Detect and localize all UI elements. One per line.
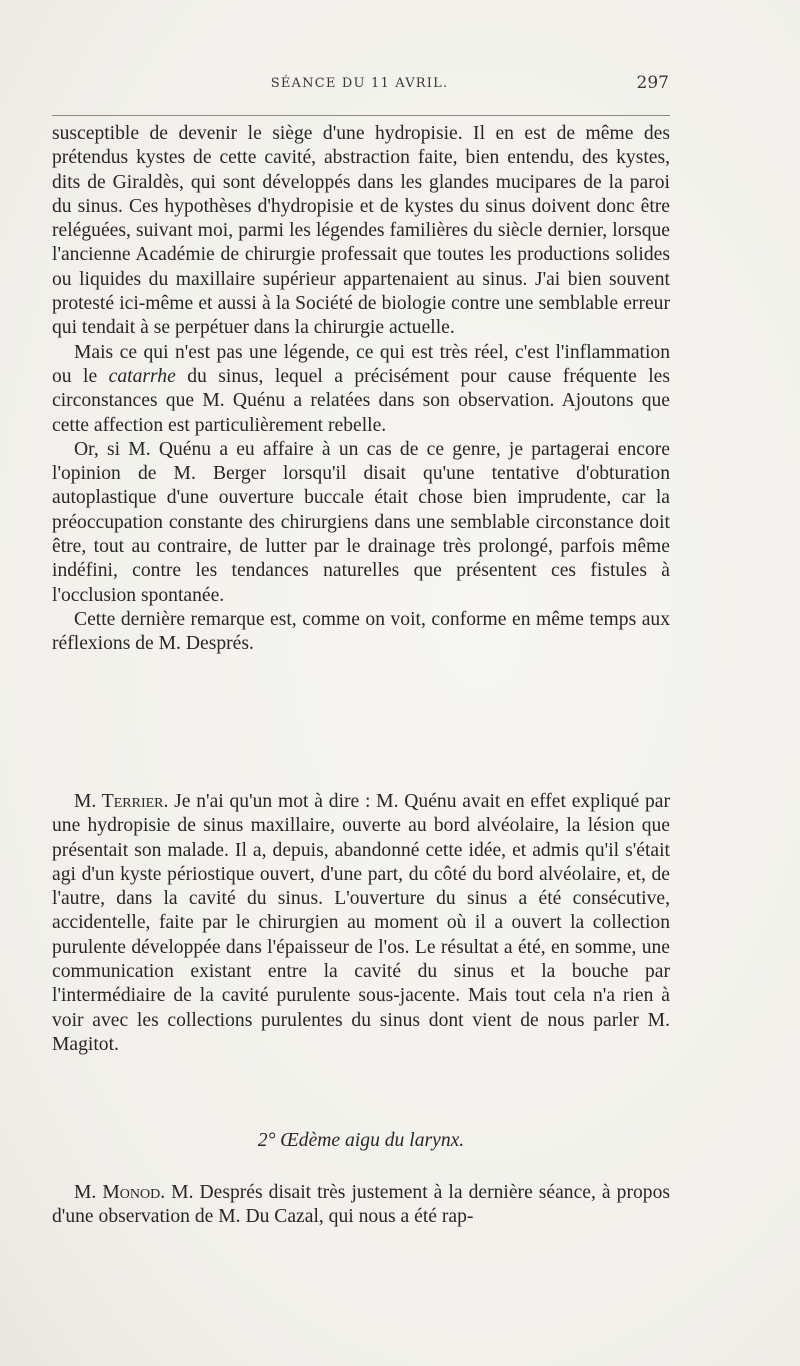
paragraph-terrier (52, 790, 670, 1057)
running-head: SÉANCE DU 11 AVRIL. (270, 76, 449, 91)
paragraph-continuation: susceptible de devenir le siège d'une hydropisie. Il en est de même des prétendus kystes de cette cavité, abstraction faite, bien entendu, des kystes, dits de Giraldès, qui sont développés dans les glandes mucipares de la paroi du sinus. Ces hypothèses d'hydropisie et de kystes du sinus doivent donc être reléguées, suivant moi, parmi les légendes familières du siècle dernier, lorsque l'ancienne Académie de chirurgie professait que toutes les productions solides ou liquides du maxillaire supérieur appartenaient au sinus. J'ai bien souvent protesté ici-même et aussi à la Société de biologie contre une semblable erreur qui tendait à se perpétuer dans la chirurgie actuelle. (52, 123, 670, 339)
discussion-block-terrier (52, 790, 670, 1057)
italic-term-catarrhe: catarrhe (108, 365, 176, 387)
paragraph-quenu-berger: Or, si M. Quénu a eu affaire à un cas de ce genre, je partagerai encore l'opinion de M. Berger lorsqu'il disait qu'une tentative d'obturation autoplastique d'une ouverture buccale était chose bien imprudente, car la préoccupation constante des chirurgiens dans une semblable circonstance doit être, tout au contraire, de lutter par le drainage très prolongé, parfois même indéfini, contre les tendances naturelles que présentent ces fistules à l'occlusion spontanée. (52, 438, 670, 606)
header-rule (52, 115, 670, 116)
paragraph-terrier-text: Je n'ai qu'un mot à dire : M. Quénu avait en effet expliqué par une hydropisie de sinus maxillaire, ouverte au bord alvéolaire, la lésion que présentait son malade. Il a, depuis, abandonné cette idée, et admis qu'il s'était agi d'un kyste périostique ouvert, d'une part, du côté du bord alvéolaire, et, de l'autre, dans la cavité du sinus. L'ouverture du sinus a été consécutive, accidentelle, faite par le chirurgien au moment où il a ouvert la collection purulente développée dans l'épaisseur de l'os. Le résultat a été, en somme, une communication existant entre la cavité du sinus et la bouche par l'intermédiaire de la cavité purulente sous-jacente. Mais tout cela n'a rien à voir avec les collections purulentes du sinus dont vient de nous parler M. Magitot. (52, 791, 670, 1055)
paragraph-despres-remark: Cette dernière remarque est, comme on voit, conforme en même temps aux réflexions de M. Després. (52, 608, 670, 655)
paragraph-catarrhe-start: Mais ce qui n'est pas une légende, ce qui est très réel, c'est l'inflammation ou le (52, 341, 670, 387)
speaker-terrier: M. Terrier. (74, 791, 169, 812)
page-header (52, 73, 669, 96)
page-number: 297 (636, 73, 669, 93)
paragraph-catarrhe (52, 341, 670, 438)
paragraph-monod-text: M. Després disait très justement à la dernière séance, à propos d'une observation de M. Du Cazal, qui nous a été rap- (52, 1182, 670, 1228)
section-title: 2° Œdème aigu du larynx. (257, 1130, 465, 1151)
paragraph-catarrhe-end: du sinus, lequel a précisément pour cause fréquente les circonstances que M. Quénu a relatées dans son observation. Ajoutons que cette affection est particulièrement rebelle. (52, 365, 671, 436)
discussion-block-monod (52, 1181, 670, 1230)
speaker-monod: M. Monod. (74, 1182, 166, 1203)
discussion-block-magitot (52, 122, 670, 657)
paragraph-monod (52, 1181, 670, 1230)
